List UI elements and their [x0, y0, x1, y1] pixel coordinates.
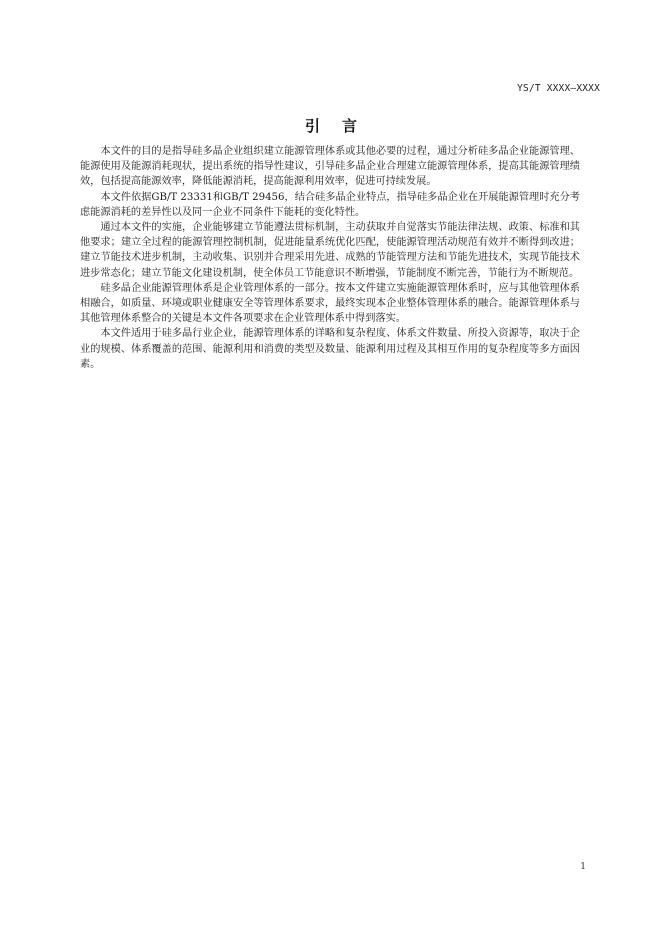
- page-number: 1: [580, 862, 586, 872]
- paragraph: 硅多晶企业能源管理体系是企业管理体系的一部分。按本文件建立实施能源管理体系时，应与其他管理体系相融合，如质量、环境或职业健康安全等管理体系要求，最终实现本企业整体管理体系的融合。能源管理体系与其他管理体系整合的关键是本文件各项要求在企业管理体系中得到落实。: [80, 282, 580, 325]
- document-code: YS/T XXXX—XXXX: [517, 83, 600, 94]
- paragraph: 本文件的目的是指导硅多晶企业组织建立能源管理体系或其他必要的过程，通过分析硅多晶企业能源管理、能源使用及能源消耗现状，提出系统的指导性建议，引导硅多晶企业合理建立能源管理体系，提高其能源管理绩效，包括提高能源效率，降低能源消耗，提高能源利用效率，促进可持续发展。: [80, 146, 580, 188]
- page-title: 引言: [304, 117, 379, 135]
- paragraph: 本文件适用于硅多晶行业企业，能源管理体系的详略和复杂程度、体系文件数量、所投入资源等，取决于企业的规模、体系覆盖的范围、能源利用和消费的类型及数量、能源利用过程及其相互作用的复杂程度等多方面因素。: [80, 328, 580, 370]
- paragraph: 通过本文件的实施，企业能够建立节能遵法贯标机制，主动获取并自觉落实节能法律法规、政策、标准和其他要求；建立全过程的能源管理控制机制，促进能量系统优化匹配，使能源管理活动规范有效并不断得到改进；建立节能技术进步机制，主动收集、识别并合理采用先进、成熟的节能管理方法和节能先进技术，实现节能技术进步常态化；建立节能文化建设机制，使全体员工节能意识不断增强，节能制度不断完善，节能行为不断规范。: [80, 222, 580, 279]
- introduction-body: [80, 144, 580, 372]
- paragraph: 本文件依据GB/T 23331和GB/T 29456，结合硅多晶企业特点，指导硅多晶企业在开展能源管理时充分考虑能源消耗的差异性以及同一企业不同条件下能耗的变化特性。: [80, 191, 580, 218]
